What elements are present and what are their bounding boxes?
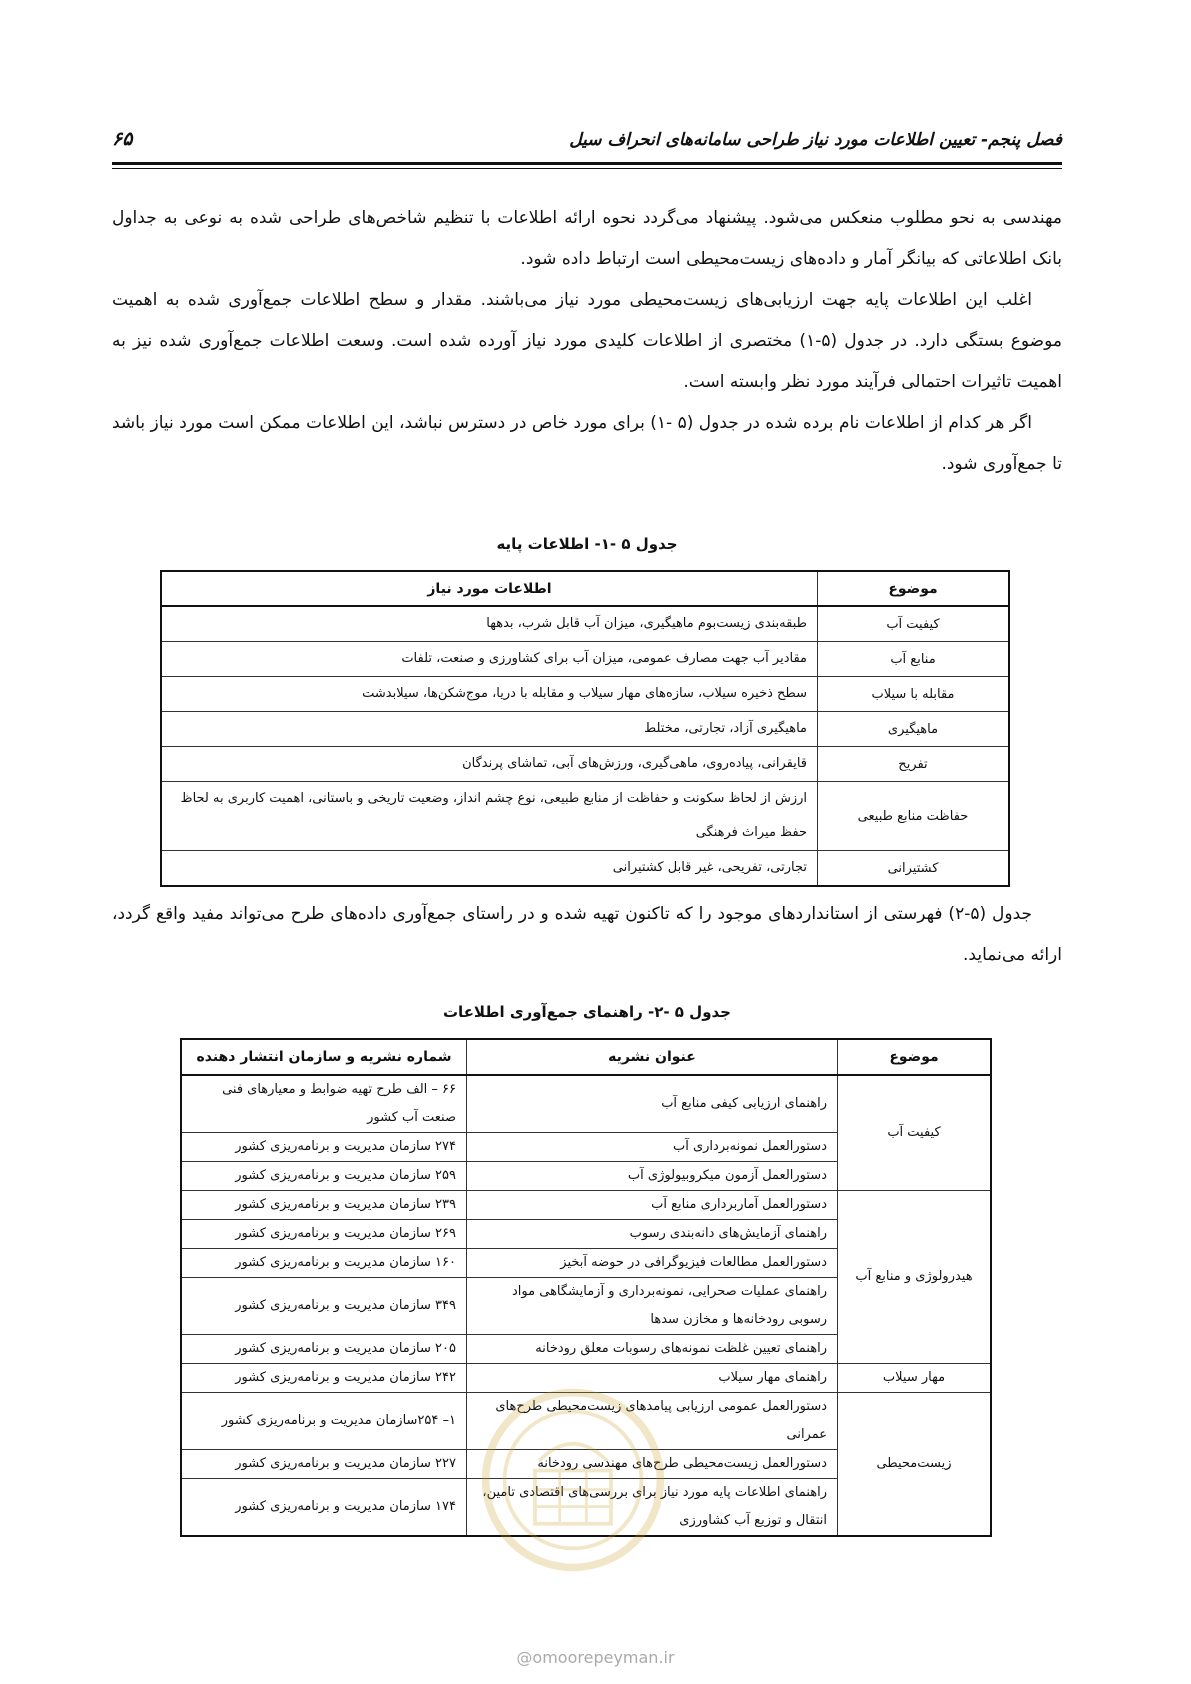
- paragraph: جدول (۵-۲) فهرستی از استانداردهای موجود را که تاکنون تهیه شده و در راستای جمع‌آوری داده‌های طرح می‌تواند مفید واقع گردد، ارائه می‌نماید.: [112, 904, 1062, 965]
- publication-number-cell: ۱– ۲۵۴سازمان مدیریت و برنامه‌ریزی کشور: [181, 1393, 467, 1450]
- column-header: عنوان نشریه: [467, 1039, 838, 1075]
- body-text-between: [112, 894, 1062, 976]
- table-row: [161, 712, 1009, 747]
- topic-cell: حفاظت منابع طبیعی: [818, 782, 1010, 851]
- publication-number-cell: ۲۶۹ سازمان مدیریت و برنامه‌ریزی کشور: [181, 1220, 467, 1249]
- info-cell: ماهیگیری آزاد، تجارتی، مختلط: [161, 712, 818, 747]
- header-rule-thin: [112, 168, 1062, 169]
- seal-watermark-icon: [478, 1385, 668, 1575]
- publication-number-cell: ۳۴۹ سازمان مدیریت و برنامه‌ریزی کشور: [181, 1278, 467, 1335]
- table1-caption: جدول ۵ -۱- اطلاعات پایه: [496, 535, 678, 553]
- category-cell: زیست‌محیطی: [838, 1393, 992, 1537]
- table-row: [161, 677, 1009, 712]
- publication-title-cell: دستورالعمل زیست‌محیطی طرح‌های مهندسی رودخانه: [467, 1450, 838, 1479]
- category-cell: کیفیت آب: [838, 1075, 992, 1191]
- header-rule: [112, 162, 1062, 165]
- body-text: [112, 198, 1062, 485]
- topic-cell: ماهیگیری: [818, 712, 1010, 747]
- topic-cell: کیفیت آب: [818, 606, 1010, 642]
- publication-number-cell: ۲۰۵ سازمان مدیریت و برنامه‌ریزی کشور: [181, 1335, 467, 1364]
- table2-caption: جدول ۵ -۲- راهنمای جمع‌آوری اطلاعات: [442, 1003, 731, 1021]
- publication-number-cell: ۲۷۴ سازمان مدیریت و برنامه‌ریزی کشور: [181, 1133, 467, 1162]
- table-row: [161, 782, 1009, 851]
- publication-title-cell: راهنمای اطلاعات پایه مورد نیاز برای بررسی‌های اقتصادی تامین، انتقال و توزیع آب کشاورزی: [467, 1479, 838, 1537]
- table-row: [161, 642, 1009, 677]
- publication-title-cell: دستورالعمل نمونه‌برداری آب: [467, 1133, 838, 1162]
- column-header: موضوع: [818, 571, 1010, 606]
- publication-title-cell: راهنمای تعیین غلظت نمونه‌های رسوبات معلق رودخانه: [467, 1335, 838, 1364]
- at-icon: @: [516, 1648, 533, 1667]
- topic-cell: کشتیرانی: [818, 851, 1010, 887]
- info-cell: سطح ذخیره سیلاب، سازه‌های مهار سیلاب و مقابله با دریا، موج‌شکن‌ها، سیلابدشت: [161, 677, 818, 712]
- table-header-row: [181, 1039, 991, 1075]
- basic-information-table: [160, 570, 1010, 887]
- category-cell: هیدرولوژی و منابع آب: [838, 1191, 992, 1364]
- paragraph: اگر هر کدام از اطلاعات نام برده شده در جدول (۵ -۱) برای مورد خاص در دسترس نباشد، این اطلاعات ممکن است مورد نیاز باشد تا جمع‌آوری شود.: [112, 413, 1062, 474]
- footer-url: [0, 1648, 1191, 1667]
- publication-title-cell: راهنمای عملیات صحرایی، نمونه‌برداری و آزمایشگاهی مواد رسوبی رودخانه‌ها و مخازن سدها: [467, 1278, 838, 1335]
- topic-cell: مقابله با سیلاب: [818, 677, 1010, 712]
- info-cell: مقادیر آب جهت مصارف عمومی، میزان آب برای کشاورزی و صنعت، تلفات: [161, 642, 818, 677]
- page-number: ۶۵: [112, 128, 133, 150]
- paragraph: مهندسی به نحو مطلوب منعکس می‌شود. پیشنهاد می‌گردد نحوه ارائه اطلاعات با تنظیم شاخص‌های طراحی شده به نوعی به جداول بانک اطلاعاتی که بیانگر آمار و داده‌های زیست‌محیطی است ارتباط داده شود.: [112, 208, 1062, 269]
- table-row: [161, 606, 1009, 642]
- website-url: omoorepeyman.ir: [532, 1648, 675, 1667]
- topic-cell: منابع آب: [818, 642, 1010, 677]
- info-cell: تجارتی، تفریحی، غیر قابل کشتیرانی: [161, 851, 818, 887]
- publication-title-cell: دستورالعمل مطالعات فیزیوگرافی در حوضه آبخیز: [467, 1249, 838, 1278]
- info-cell: طبقه‌بندی زیست‌بوم ماهیگیری، میزان آب قابل شرب، بدهها: [161, 606, 818, 642]
- publication-number-cell: ۲۲۷ سازمان مدیریت و برنامه‌ریزی کشور: [181, 1450, 467, 1479]
- topic-cell: تفریح: [818, 747, 1010, 782]
- info-cell: ارزش از لحاظ سکونت و حفاظت از منابع طبیعی، نوع چشم انداز، وضعیت تاریخی و باستانی، اهمیت کاربری به لحاظ حفظ میراث فرهنگی: [161, 782, 818, 851]
- page-header: [112, 130, 1062, 158]
- publication-number-cell: ۶۶ – الف طرح تهیه ضوابط و معیارهای فنی صنعت آب کشور: [181, 1075, 467, 1133]
- table-row: [161, 747, 1009, 782]
- table-header-row: [161, 571, 1009, 606]
- column-header: شماره نشریه و سازمان انتشار دهنده: [181, 1039, 467, 1075]
- category-cell: مهار سیلاب: [838, 1364, 992, 1393]
- publication-number-cell: ۲۳۹ سازمان مدیریت و برنامه‌ریزی کشور: [181, 1191, 467, 1220]
- paragraph: اغلب این اطلاعات پایه جهت ارزیابی‌های زیست‌محیطی مورد نیاز می‌باشند. مقدار و سطح اطلاعات جمع‌آوری شده به اهمیت موضوع بستگی دارد. در جدول (۵-۱) مختصری از اطلاعات کلیدی مورد نیاز آورده شده است. وسعت اطلاعات جمع‌آوری شده نیز به اهمیت تاثیرات احتمالی فرآیند مورد نظر وابسته است.: [112, 290, 1062, 392]
- publication-title-cell: راهنمای مهار سیلاب: [467, 1364, 838, 1393]
- publication-number-cell: ۲۵۹ سازمان مدیریت و برنامه‌ریزی کشور: [181, 1162, 467, 1191]
- publication-title-cell: راهنمای ارزیابی کیفی منابع آب: [467, 1075, 838, 1133]
- publication-number-cell: ۱۶۰ سازمان مدیریت و برنامه‌ریزی کشور: [181, 1249, 467, 1278]
- column-header: موضوع: [838, 1039, 992, 1075]
- table-row: [161, 851, 1009, 887]
- publication-title-cell: دستورالعمل عمومی ارزیابی پیامدهای زیست‌محیطی طرح‌های عمرانی: [467, 1393, 838, 1450]
- publication-title-cell: دستورالعمل آزمون میکروبیولوژی آب: [467, 1162, 838, 1191]
- publication-number-cell: ۲۴۲ سازمان مدیریت و برنامه‌ریزی کشور: [181, 1364, 467, 1393]
- info-cell: قایقرانی، پیاده‌روی، ماهی‌گیری، ورزش‌های آبی، تماشای پرندگان: [161, 747, 818, 782]
- table-row: [181, 1191, 991, 1220]
- chapter-title: فصل پنجم- تعیین اطلاعات مورد نیاز طراحی سامانه‌های انحراف سیل: [569, 130, 1062, 150]
- table-row: [181, 1075, 991, 1133]
- publication-title-cell: دستورالعمل آماربرداری منابع آب: [467, 1191, 838, 1220]
- publication-title-cell: راهنمای آزمایش‌های دانه‌بندی رسوب: [467, 1220, 838, 1249]
- column-header: اطلاعات مورد نیاز: [161, 571, 818, 606]
- publication-number-cell: ۱۷۴ سازمان مدیریت و برنامه‌ریزی کشور: [181, 1479, 467, 1537]
